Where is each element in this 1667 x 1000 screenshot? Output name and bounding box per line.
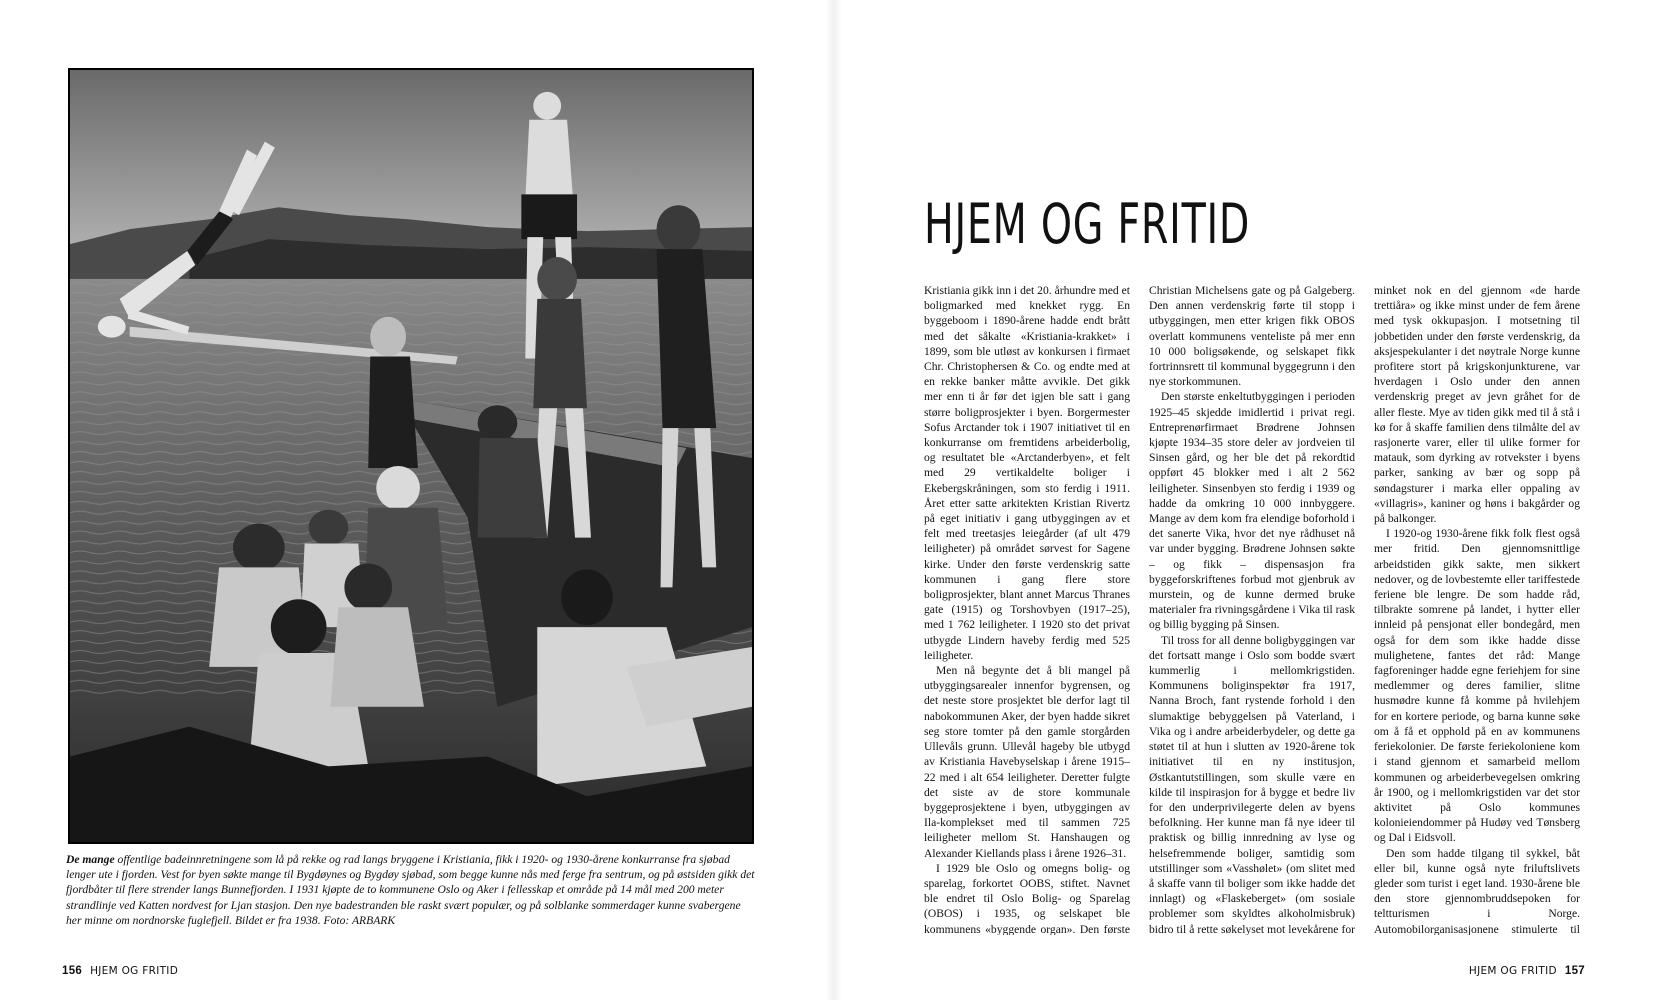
right-page-number: 157 — [1564, 965, 1585, 977]
column-1 — [924, 283, 1130, 935]
right-page — [834, 0, 1667, 1000]
left-page — [0, 0, 833, 1000]
paragraph: Den som hadde tilgang til sykkel, båt eller bil, kunne også nyte friluftslivets gleder som turist i eget land. 1930-årene ble den store gjennombruddsepoken for teltturismen i Norge. Automobilorganisasjonene stimulerte til — [1374, 846, 1580, 935]
left-page-number: 156 — [62, 965, 83, 977]
paragraph: Kristiania gikk inn i det 20. århundre med et boligmarked med knekket rygg. En byggeboom i 1890-årene hadde endt brått med det såkalte «Kristiania-krakket» i 1899, som ble utløst av konkursen i firmaet Chr. Christophersen & Co. og endte med at en rekke banker måtte avvikle. Det gikk mer enn ti år før det igjen ble satt i gang større boligprosjekter i byen. Borgermester Sofus Arctander tok i 1907 initiativet til en konkurranse om fremtidens arbeiderbolig, og resultatet ble «Arctanderbyen», et felt med 29 vertikaldelte boliger i Ekebergskråningen, som sto ferdig i 1911. Året etter satte arkitekten Kristian Rivertz på eget initiativ i gang utbyggingen av et felt med treetasjes leiegårder (af ult 479 leiligheter) på området sørvest for Sagene kirke. Under den første verdenskrig satte kommunen i gang flere store boligprosjekter, blant annet Marcus Thranes gate (1915) og Torshovbyen (1917–25), med 1 762 leiligheter. I 1920 sto det privat utbygde Lindern haveby ferdig med 525 leiligheter. — [924, 284, 1130, 662]
caption-text: offentlige badeinnretningene som lå på rekke og rad langs bryggene i Kristiania, fikk i 1920- og 1930-årene konkurranse fra sjøbad lenger ute i fjorden. Vest for byen søkte mange til Bygdøynes og Bygdøy sjøbad, som begge kunne nås med ferge fra sentrum, og på østsiden gikk det fjordbåter til flere strender langs Bunnefjorden. I 1931 kjøpte de to kommunene Oslo og Aker i fellesskap et område på 14 mål med 200 meter strandlinje ved Katten nordvest for Ljan stasjon. Den nye badestranden ble raskt svært populær, og på solblanke sommerdager kunne svabergene her minne om nordnorske fuglefjell. Bildet er fra 1938. Foto: ARBARK — [66, 853, 755, 927]
paragraph: Men nå begynte det å bli mangel på utbyggingsarealer innenfor bygrensen, og det neste store prosjektet ble derfor lagt til nabokommunen Aker, der byen hadde sikret seg store tomter på den gamle storgården Ullevåls grunn. Ullevål hageby ble utbygd av Kristiania Havebyselskap i årene 1915–22 med i alt 654 leiligheter. Deretter fulgte det siste av de store kommunale byggeprosjektene i byen, utbyggingen av Ila-komplekset med til sammen 725 leiligheter mellom St. Hanshaugen og Alexander Kiellands plass i årene 1926–31. — [924, 664, 1130, 860]
paragraph: Den største enkeltutbyggingen i perioden 1925–45 skjedde imidlertid i privat regi. Entreprenørfirmaet Brødrene Johnsen kjøpte 1934–35 store deler av jordveien til Sinsen gård, og her ble det på rekordtid oppført 45 blokker med i alt 2 562 leiligheter. Sinsenbyen sto ferdig i 1939 og hadde da omkring 10 000 innbyggere. Mange av dem kom fra elendige boforhold i det sanerte Vika, hvor det nye rådhuset nå var under bygging. Brødrene Johnsen søkte – og fikk – dispensasjon fra byggeforskriftenes forbud mot gjenbruk av murstein, og de kunne dermed bruke materialer fra rivningsgårdene i Vika til rask og billig bygging på Sinsen. — [1149, 390, 1355, 632]
paragraph: Til tross for all denne boligbyggingen var det fortsatt mange i Oslo som bodde svært kummerlig i mellomkrigstiden. Kommunens boliginspektør fra 1917, Nanna Broch, fant rystende forhold i den slumaktige bebyggelsen på Vaterland, i Vika og i andre arbeiderbydeler, og dette ga støtet til at hun i slutten av 1920-årene tok initiativet til en ny institusjon, Østkantutstillingen, som skulle være en kilde til inspirasjon for å bygge et bedre liv for den underprivilegerte delen av byens befolkning. Her kunne man få nye ideer til praktisk og billig innredning av lyse og helsefremmende boliger, samtidig som utstillinger som «Vasshølet» (om slitet med å skaffe vann til boliger som ikke hadde det innlagt) og «Flaskeberget» (om sosiale problemer som skyldtes alkoholmisbruk) bidro til å rette søkelyset mot levekårene for — [1149, 633, 1355, 935]
right-running-head: HJEM OG FRITID — [1468, 965, 1557, 977]
body-columns — [924, 283, 1580, 935]
paragraph: I 1929 ble Oslo og omegns bolig- og sparelag, forkortet OOBS, stiftet. Navnet ble endret til Oslo Bolig- og Sparelag (OBOS) i 1935, og selskapet ble kommunens «byggende organ». Den første — [924, 861, 1130, 935]
paragraph: minket nok en del gjennom «de harde trettiåra» og ikke minst under de fem årene med tysk okkupasjon. I motsetning til jobbetiden under den første verdenskrig, da aksjespekulanter i det nøytrale Norge kunne profitere stort på krigskonjunkturene, var hverdagen i Oslo under den annen verdenskrig preget av jevn gråhet for de aller fleste. Mye av tiden gikk med til å stå i kø for å skaffe familien dens tilmålte del av rasjonerte varer, eller til ulike former for matauk, som dyrking av rotvekster i byens parker, sanking av bær og sopp på søndagsturer i marka eller oppaling av «villagris», kaniner og høns i bakgårder og på balkonger. — [1374, 284, 1580, 526]
paragraph: Christian Michelsens gate og på Galgeberg. Den annen verdenskrig førte til stopp i utbyggingen, men etter krigen fikk OBOS overlatt kommunens venteliste på mer enn 10 000 boligsøkende, og selskapet fikk fortrinnsrett til kommunal byggegrunn i den nye storkommunen. — [1149, 284, 1355, 389]
left-running-head: HJEM OG FRITID — [90, 965, 179, 977]
column-3 — [1374, 283, 1580, 935]
photo-caption — [66, 852, 756, 928]
paragraph: I 1920-og 1930-årene fikk folk flest også mer fritid. Den gjennomsnittlige arbeidstiden gikk sakte, men sikkert nedover, og de lovbestemte eller tariffestede feriene ble lengre. De som hadde råd, tilbrakte somrene på landet, i hytter eller innleid på pensjonat eller bondegård, men også for dem som ikke hadde disse mulighetene, fantes det råd: Mange fagforeninger hadde egne feriehjem for sine medlemmer og deres familier, slitne husmødre kunne få komme på hvilehjem for en kortere periode, og barna kunne søke om å få et opphold på en av kommunens feriekolonier. De første feriekoloniene kom i stand gjennom et samarbeid mellom kommunen og arbeiderbevegelsen omkring år 1900, og i mellomkrigstiden var det stor aktivitet på Oslo kommunes koloniеiendommer på Hudøy ved Tønsberg og Dal i Eidsvoll. — [1374, 527, 1580, 845]
bathing-photo — [68, 68, 754, 844]
chapter-title: HJEM OG FRITID — [924, 192, 1251, 256]
bathing-photo-illustration — [70, 70, 752, 842]
column-2 — [1149, 283, 1355, 935]
left-folio — [62, 965, 178, 977]
caption-lead: De mange — [66, 853, 115, 866]
right-folio — [1469, 965, 1585, 977]
